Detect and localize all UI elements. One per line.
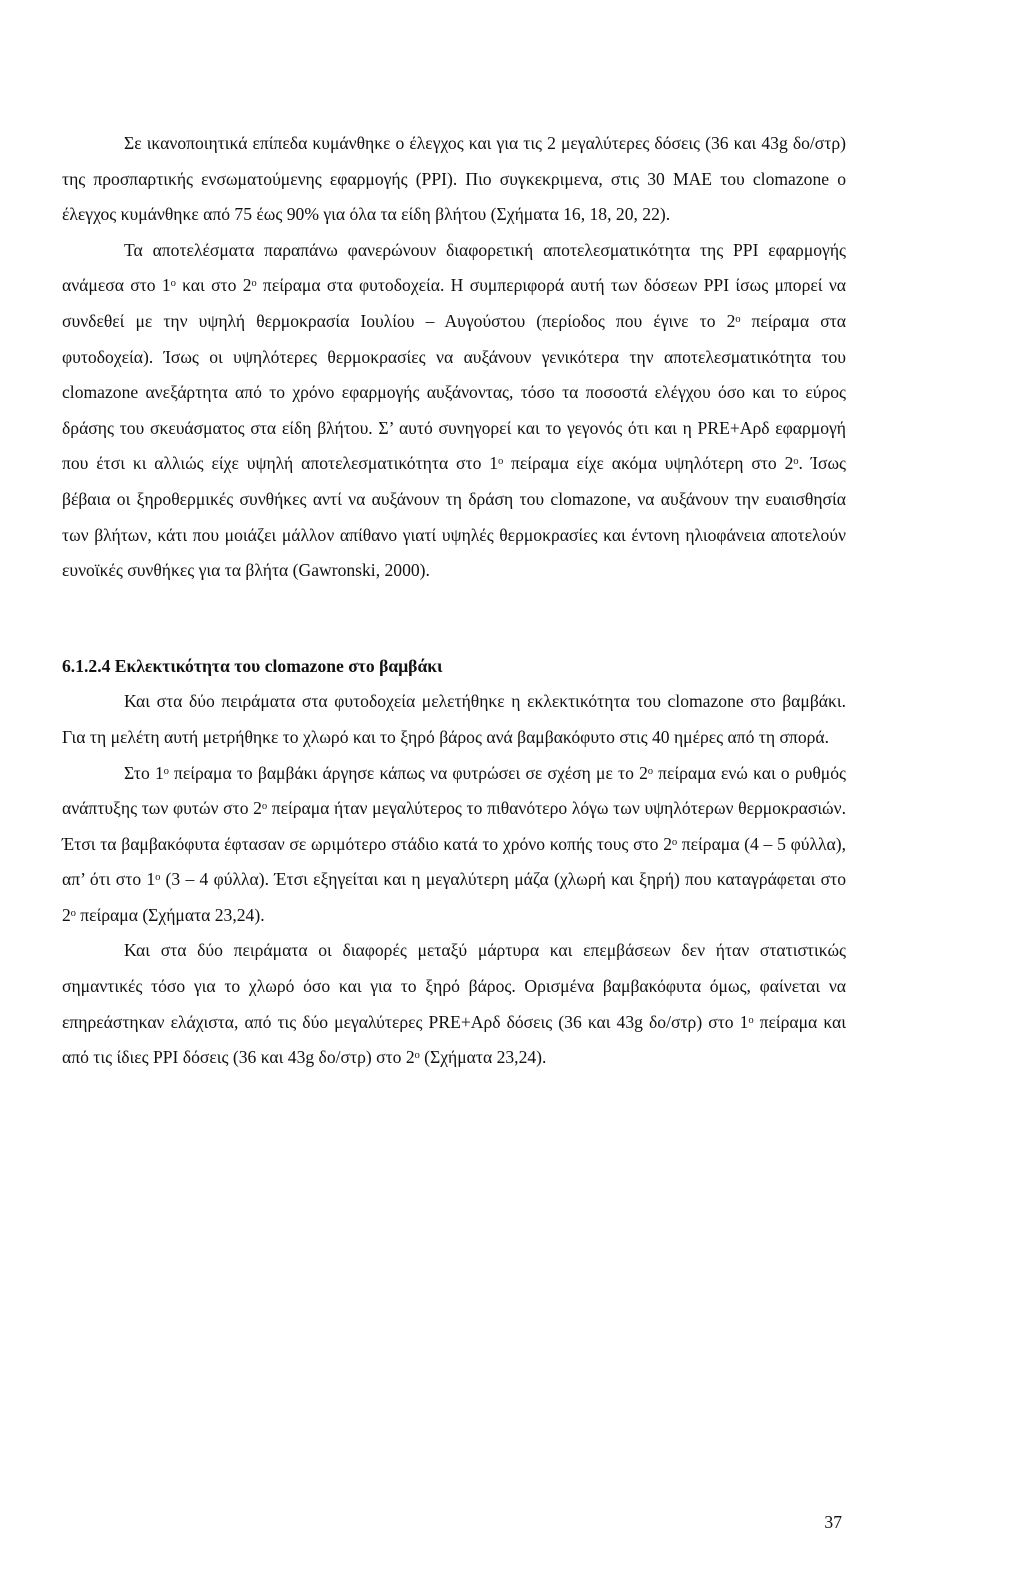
paragraph-growth-comparison: Στο 1ᵒ πείραμα το βαμβάκι άργησε κάπως να φυτρώσει σε σχέση με το 2ᵒ πείραμα ενώ και ο ρυθμός ανάπτυξης των φυτών στο 2ᵒ πείραμα ήταν μεγαλύτερος το πιθανότερο λόγω των υψηλότερων θερμοκρασιών. Έτσι τα βαμβακόφυτα έφτασαν σε ωριμότερο στάδιο κατά το χρόνο κοπής τους στο 2ᵒ πείραμα (4 – 5 φύλλα), απ’ ότι στο 1ᵒ (3 – 4 φύλλα). Έτσι εξηγείται και η μεγαλύτερη μάζα (χλωρή και ξηρή) που καταγράφεται στο 2ᵒ πείραμα (Σχήματα 23,24). [62,762,846,925]
paragraph-selectivity-intro: Και στα δύο πειράματα στα φυτοδοχεία μελετήθηκε η εκλεκτικότητα του clomazone στο βαμβάκι. Για τη μελέτη αυτή μετρήθηκε το χλωρό και το ξηρό βάρος ανά βαμβακόφυτο στις 40 ημέρες από τη σπορά. [62,691,846,747]
paragraph-ppi-control: Σε ικανοποιητικά επίπεδα κυμάνθηκε ο έλεγχος και για τις 2 μεγαλύτερες δόσεις (36 και 43g δο/στρ) της προσπαρτικής ενσωματούμενης εφαρμογής (PPI). Πιο συγκεκριμενα, στις 30 ΜΑΕ του clomazone ο έλεγχος κυμάνθηκε από 75 έως 90% για όλα τα είδη βλήτου (Σχήματα 16, 18, 20, 22). [62,133,846,225]
page-number: 37 [824,1512,842,1532]
document-page [62,126,846,1076]
section-heading: 6.1.2.4 Εκλεκτικότητα του clomazone στο βαμβάκι [62,655,443,676]
paragraph-ppi-effectiveness: Τα αποτελέσματα παραπάνω φανερώνουν διαφορετική αποτελεσματικότητα της PPI εφαρμογής ανάμεσα στο 1ᵒ και στο 2ᵒ πείραμα στα φυτοδοχεία. Η συμπεριφορά αυτή των δόσεων PPI ίσως μπορεί να συνδεθεί με την υψηλή θερμοκρασία Ιουλίου – Αυγούστου (περίοδος που έγινε το 2ᵒ πείραμα στα φυτοδοχεία). Ίσως οι υψηλότερες θερμοκρασίες να αυξάνουν γενικότερα την αποτελεσματικότητα του clomazone ανεξάρτητα από το χρόνο εφαρμογής αυξάνοντας, τόσο τα ποσοστά ελέγχου όσο και το εύρος δράσης του σκευάσματος στα είδη βλήτου. Σ’ αυτό συνηγορεί και το γεγονός ότι και η PRE+Αρδ εφαρμογή που έτσι κι αλλιώς είχε υψηλή αποτελεσματικότητα στο 1ᵒ πείραμα είχε ακόμα υψηλότερη στο 2ᵒ. Ίσως βέβαια οι ξηροθερμικές συνθήκες αντί να αυξάνουν τη δράση του clomazone, να αυξάνουν την ευαισθησία των βλήτων, κάτι που μοιάζει μάλλον απίθανο γιατί υψηλές θερμοκρασίες και έντονη ηλιοφάνεια αποτελούν ευνοϊκές συνθήκες για τα βλήτα (Gawronski, 2000). [62,239,846,581]
paragraph-statistical-differences: Και στα δύο πειράματα οι διαφορές μεταξύ μάρτυρα και επεμβάσεων δεν ήταν στατιστικώς σημαντικές τόσο για το χλωρό όσο και για το ξηρό βάρος. Ορισμένα βαμβακόφυτα όμως, φαίνεται να επηρεάστηκαν ελάχιστα, από τις δύο μεγαλύτερες PRE+Αρδ δόσεις (36 και 43g δο/στρ) στο 1ᵒ πείραμα και από τις ίδιες PPI δόσεις (36 και 43g δο/στρ) στο 2ᵒ (Σχήματα 23,24). [62,940,846,1068]
